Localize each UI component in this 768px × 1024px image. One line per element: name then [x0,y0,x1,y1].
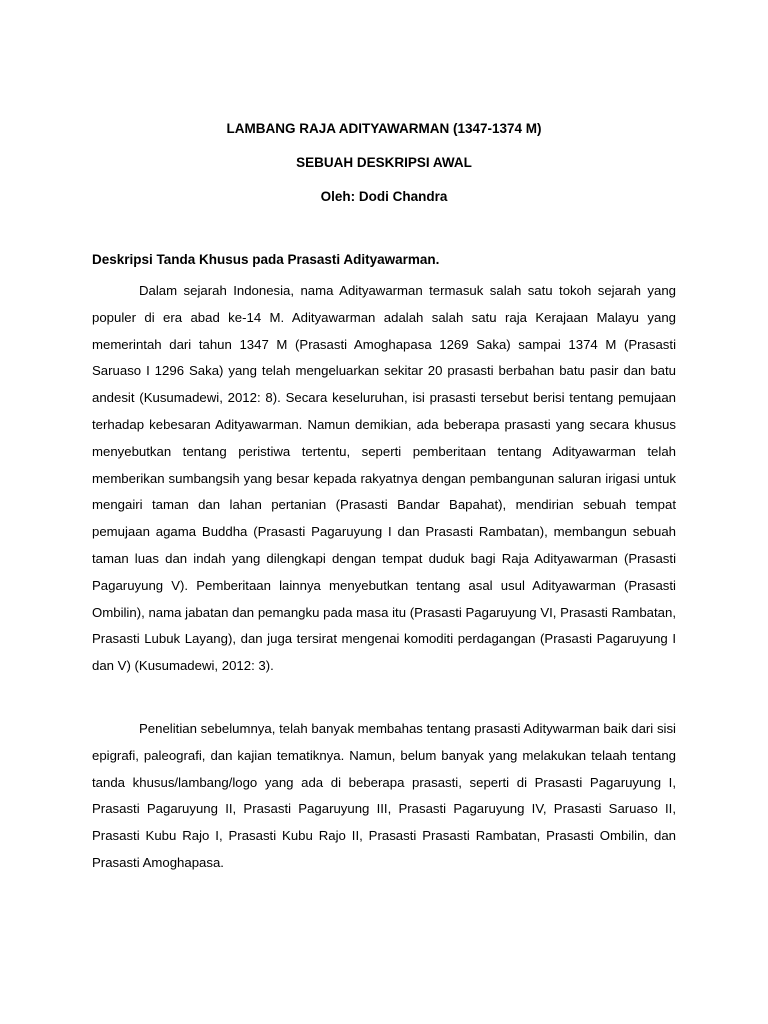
document-subtitle: SEBUAH DESKRIPSI AWAL [296,155,472,170]
body-paragraph-1: Dalam sejarah Indonesia, nama Adityawarman termasuk salah satu tokoh sejarah yang populer di era abad ke-14 M. Adityawarman adalah salah satu raja Kerajaan Malayu yang memerintah dari tahun 1347 M (Prasasti Amoghapasa 1269 Saka) sampai 1374 M (Prasasti Saruaso I 1296 Saka) yang telah mengeluarkan sekitar 20 prasasti berbahan batu pasir dan batu andesit (Kusumadewi, 2012: 8). Secara keseluruhan, isi prasasti tersebut berisi tentang pemujaan terhadap kebesaran Adityawarman. Namun demikian, ada beberapa prasasti yang secara khusus menyebutkan tentang peristiwa tertentu, seperti pemberitaan tentang Adityawarman telah memberikan sumbangsih yang besar kepada rakyatnya dengan pembangunan saluran irigasi untuk mengairi taman dan lahan pertanian (Prasasti Bandar Bapahat), mendirian sebuah tempat pemujaan agama Buddha (Prasasti Pagaruyung I dan Prasasti Rambatan), membangun sebuah taman luas dan indah yang dilengkapi dengan tempat duduk bagi Raja Adityawarman (Prasasti Pagaruyung V). Pemberitaan lainnya menyebutkan tentang asal usul Adityawarman (Prasasti Ombilin), nama jabatan dan pemangku pada masa itu (Prasasti Pagaruyung VI, Prasasti Rambatan, Prasasti Lubuk Layang), dan juga tersirat mengenai komoditi perdagangan (Prasasti Pagaruyung I dan V) (Kusumadewi, 2012: 3). [92,283,676,674]
document-title: LAMBANG RAJA ADITYAWARMAN (1347-1374 M) [226,121,542,136]
body-paragraph-2: Penelitian sebelumnya, telah banyak membahas tentang prasasti Aditywarman baik dari sisi epigrafi, paleografi, dan kajian tematiknya. Namun, belum banyak yang melakukan telaah tentang tanda khusus/lambang/logo yang ada di beberapa prasasti, seperti di Prasasti Pagaruyung I, Prasasti Pagaruyung II, Prasasti Pagaruyung III, Prasasti Pagaruyung IV, Prasasti Saruaso II, Prasasti Kubu Rajo I, Prasasti Kubu Rajo II, Prasasti Prasasti Rambatan, Prasasti Ombilin, dan Prasasti Amoghapasa. [92,721,676,870]
document-author: Oleh: Dodi Chandra [320,189,448,204]
section-title: Deskripsi Tanda Khusus pada Prasasti Adityawarman. [92,252,440,267]
